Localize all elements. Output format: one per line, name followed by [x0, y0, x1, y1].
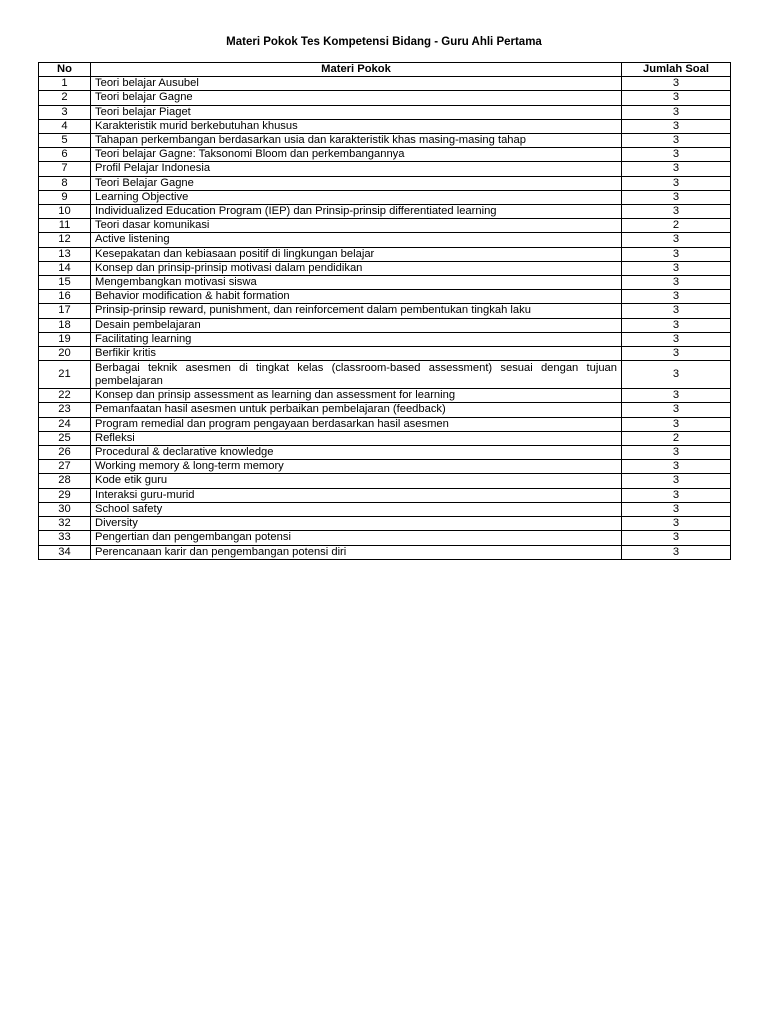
cell-no: 7	[39, 162, 91, 176]
cell-materi: Mengembangkan motivasi siswa	[91, 276, 622, 290]
cell-jumlah: 3	[622, 77, 731, 91]
cell-materi: Berbagai teknik asesmen di tingkat kelas (classroom-based assessment) sesuai dengan tujuan pembelajaran	[91, 361, 622, 389]
cell-jumlah: 3	[622, 389, 731, 403]
cell-no: 32	[39, 517, 91, 531]
materi-table	[38, 62, 731, 560]
cell-no: 3	[39, 105, 91, 119]
cell-materi: Desain pembelajaran	[91, 318, 622, 332]
cell-no: 18	[39, 318, 91, 332]
cell-jumlah: 3	[622, 502, 731, 516]
table-row	[39, 205, 731, 219]
cell-no: 8	[39, 176, 91, 190]
cell-no: 19	[39, 332, 91, 346]
cell-jumlah: 3	[622, 474, 731, 488]
cell-jumlah: 3	[622, 304, 731, 318]
table-row	[39, 148, 731, 162]
table-header-row	[39, 63, 731, 77]
table-row	[39, 446, 731, 460]
cell-materi: Teori belajar Piaget	[91, 105, 622, 119]
cell-no: 17	[39, 304, 91, 318]
table-row	[39, 119, 731, 133]
cell-materi: Facilitating learning	[91, 332, 622, 346]
cell-jumlah: 3	[622, 91, 731, 105]
table-row	[39, 502, 731, 516]
cell-jumlah: 3	[622, 148, 731, 162]
table-row	[39, 261, 731, 275]
cell-jumlah: 3	[622, 545, 731, 559]
cell-materi: Karakteristik murid berkebutuhan khusus	[91, 119, 622, 133]
cell-no: 15	[39, 276, 91, 290]
table-body	[39, 77, 731, 560]
cell-no: 25	[39, 431, 91, 445]
table-row	[39, 460, 731, 474]
table-row	[39, 517, 731, 531]
table-row	[39, 389, 731, 403]
cell-jumlah: 3	[622, 276, 731, 290]
cell-jumlah: 3	[622, 119, 731, 133]
cell-no: 11	[39, 219, 91, 233]
table-row	[39, 276, 731, 290]
cell-materi: Teori belajar Gagne: Taksonomi Bloom dan perkembangannya	[91, 148, 622, 162]
cell-jumlah: 3	[622, 417, 731, 431]
cell-jumlah: 3	[622, 176, 731, 190]
cell-no: 6	[39, 148, 91, 162]
table-row	[39, 488, 731, 502]
cell-jumlah: 3	[622, 233, 731, 247]
cell-jumlah: 3	[622, 318, 731, 332]
cell-jumlah: 3	[622, 460, 731, 474]
cell-materi: Pengertian dan pengembangan potensi	[91, 531, 622, 545]
cell-jumlah: 3	[622, 347, 731, 361]
table-row	[39, 361, 731, 389]
cell-jumlah: 3	[622, 190, 731, 204]
header-jumlah: Jumlah Soal	[622, 63, 731, 77]
table-row	[39, 162, 731, 176]
cell-materi: Kesepakatan dan kebiasaan positif di lingkungan belajar	[91, 247, 622, 261]
cell-jumlah: 3	[622, 332, 731, 346]
cell-materi: Behavior modification & habit formation	[91, 290, 622, 304]
cell-no: 12	[39, 233, 91, 247]
cell-materi: Tahapan perkembangan berdasarkan usia dan karakteristik khas masing-masing tahap	[91, 134, 622, 148]
cell-materi: Berfikir kritis	[91, 347, 622, 361]
table-row	[39, 176, 731, 190]
table-row	[39, 290, 731, 304]
cell-materi: Diversity	[91, 517, 622, 531]
cell-materi: Teori belajar Ausubel	[91, 77, 622, 91]
cell-jumlah: 3	[622, 205, 731, 219]
cell-no: 1	[39, 77, 91, 91]
cell-materi: Active listening	[91, 233, 622, 247]
document-title: Materi Pokok Tes Kompetensi Bidang - Guru Ahli Pertama	[226, 36, 542, 48]
table-row	[39, 190, 731, 204]
cell-no: 16	[39, 290, 91, 304]
cell-materi: School safety	[91, 502, 622, 516]
cell-materi: Konsep dan prinsip assessment as learning dan assessment for learning	[91, 389, 622, 403]
cell-no: 22	[39, 389, 91, 403]
cell-materi: Procedural & declarative knowledge	[91, 446, 622, 460]
cell-no: 33	[39, 531, 91, 545]
cell-no: 29	[39, 488, 91, 502]
cell-no: 4	[39, 119, 91, 133]
table-row	[39, 247, 731, 261]
cell-jumlah: 3	[622, 162, 731, 176]
cell-materi: Interaksi guru-murid	[91, 488, 622, 502]
table-row	[39, 219, 731, 233]
cell-materi: Learning Objective	[91, 190, 622, 204]
cell-jumlah: 3	[622, 517, 731, 531]
table-row	[39, 332, 731, 346]
cell-materi: Teori dasar komunikasi	[91, 219, 622, 233]
table-row	[39, 545, 731, 559]
cell-jumlah: 3	[622, 105, 731, 119]
table-row	[39, 431, 731, 445]
cell-no: 21	[39, 361, 91, 389]
cell-jumlah: 3	[622, 488, 731, 502]
cell-jumlah: 2	[622, 431, 731, 445]
cell-jumlah: 3	[622, 446, 731, 460]
cell-jumlah: 3	[622, 247, 731, 261]
cell-no: 26	[39, 446, 91, 460]
cell-jumlah: 3	[622, 134, 731, 148]
cell-jumlah: 3	[622, 261, 731, 275]
cell-no: 24	[39, 417, 91, 431]
cell-no: 14	[39, 261, 91, 275]
table-row	[39, 105, 731, 119]
cell-materi: Pemanfaatan hasil asesmen untuk perbaikan pembelajaran (feedback)	[91, 403, 622, 417]
cell-jumlah: 3	[622, 531, 731, 545]
cell-materi: Konsep dan prinsip-prinsip motivasi dalam pendidikan	[91, 261, 622, 275]
cell-jumlah: 3	[622, 361, 731, 389]
cell-no: 13	[39, 247, 91, 261]
table-row	[39, 347, 731, 361]
table-row	[39, 91, 731, 105]
cell-materi: Profil Pelajar Indonesia	[91, 162, 622, 176]
cell-jumlah: 2	[622, 219, 731, 233]
table-row	[39, 474, 731, 488]
cell-no: 2	[39, 91, 91, 105]
table-row	[39, 304, 731, 318]
cell-no: 23	[39, 403, 91, 417]
cell-materi: Individualized Education Program (IEP) dan Prinsip-prinsip differentiated learning	[91, 205, 622, 219]
table-row	[39, 531, 731, 545]
table-row	[39, 417, 731, 431]
cell-materi: Teori belajar Gagne	[91, 91, 622, 105]
header-materi: Materi Pokok	[91, 63, 622, 77]
cell-materi: Working memory & long-term memory	[91, 460, 622, 474]
cell-no: 9	[39, 190, 91, 204]
cell-materi: Refleksi	[91, 431, 622, 445]
cell-materi: Perencanaan karir dan pengembangan potensi diri	[91, 545, 622, 559]
cell-no: 30	[39, 502, 91, 516]
table-row	[39, 77, 731, 91]
cell-materi: Prinsip-prinsip reward, punishment, dan reinforcement dalam pembentukan tingkah laku	[91, 304, 622, 318]
cell-materi: Program remedial dan program pengayaan berdasarkan hasil asesmen	[91, 417, 622, 431]
cell-materi: Teori Belajar Gagne	[91, 176, 622, 190]
cell-no: 27	[39, 460, 91, 474]
table-row	[39, 134, 731, 148]
cell-no: 5	[39, 134, 91, 148]
cell-no: 10	[39, 205, 91, 219]
table-row	[39, 403, 731, 417]
cell-jumlah: 3	[622, 403, 731, 417]
cell-jumlah: 3	[622, 290, 731, 304]
table-row	[39, 318, 731, 332]
cell-no: 34	[39, 545, 91, 559]
cell-materi: Kode etik guru	[91, 474, 622, 488]
header-no: No	[39, 63, 91, 77]
cell-no: 28	[39, 474, 91, 488]
cell-no: 20	[39, 347, 91, 361]
table-row	[39, 233, 731, 247]
